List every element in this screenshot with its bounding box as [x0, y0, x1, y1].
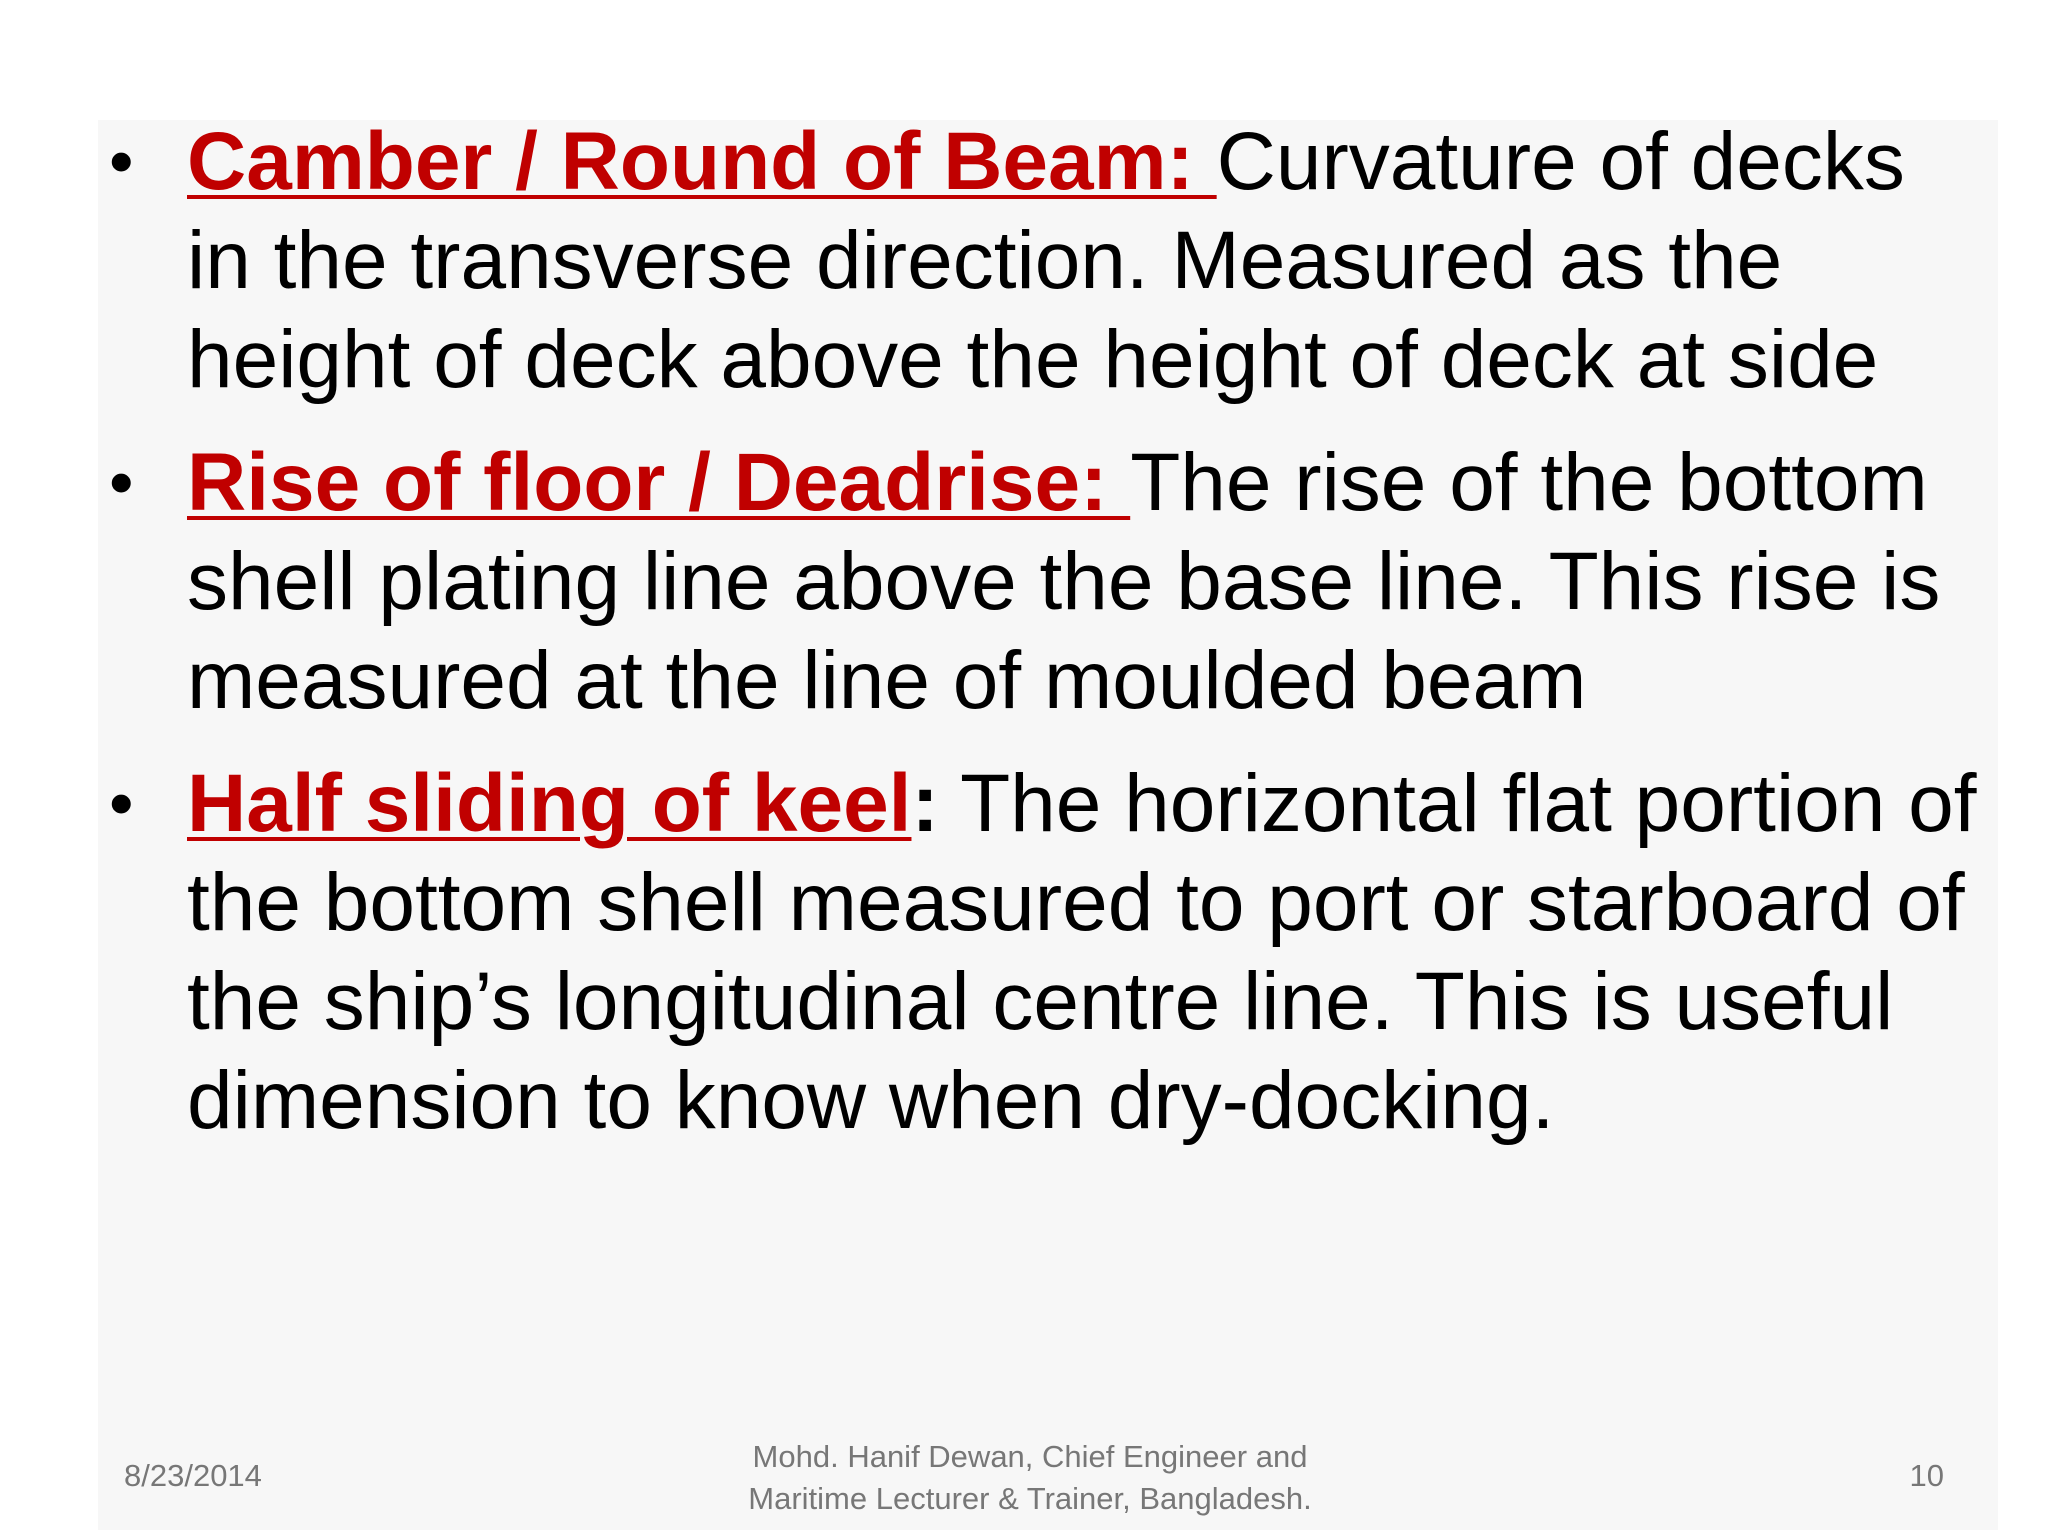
footer-author-line-1: Mohd. Hanif Dewan, Chief Engineer and: [752, 1439, 1308, 1474]
footer-author-line-2: Maritime Lecturer & Trainer, Bangladesh.: [748, 1481, 1312, 1516]
term-camber: Camber / Round of Beam:: [187, 116, 1217, 207]
definition-camber: Curvature of decks in the transverse direction. Measured as the height of deck above the height of deck at side: [187, 116, 1905, 405]
bullet-icon: •: [109, 443, 134, 521]
bullet-half-sliding-keel: [105, 754, 1985, 1150]
bullet-deadrise: [105, 433, 1985, 730]
definition-deadrise: The rise of the bottom shell plating line above the base line. This rise is measured at the line of moulded beam: [187, 437, 1941, 726]
footer-author: [700, 1436, 1360, 1520]
definition-half-sliding-keel: The horizontal flat portion of the bottom shell measured to port or starboard of the ship’s longitudinal centre line. This is useful dimension to know when dry-docking.: [187, 758, 1977, 1146]
footer-date: 8/23/2014: [124, 1458, 262, 1493]
bullet-list: [105, 112, 1985, 1174]
term-deadrise: Rise of floor / Deadrise:: [187, 437, 1131, 528]
bullet-icon: •: [109, 122, 134, 200]
term-colon: :: [911, 758, 939, 849]
bullet-camber: [105, 112, 1985, 409]
bullet-icon: •: [109, 764, 134, 842]
page-number: 10: [1909, 1458, 1944, 1493]
term-half-sliding-keel: Half sliding of keel: [187, 758, 912, 849]
